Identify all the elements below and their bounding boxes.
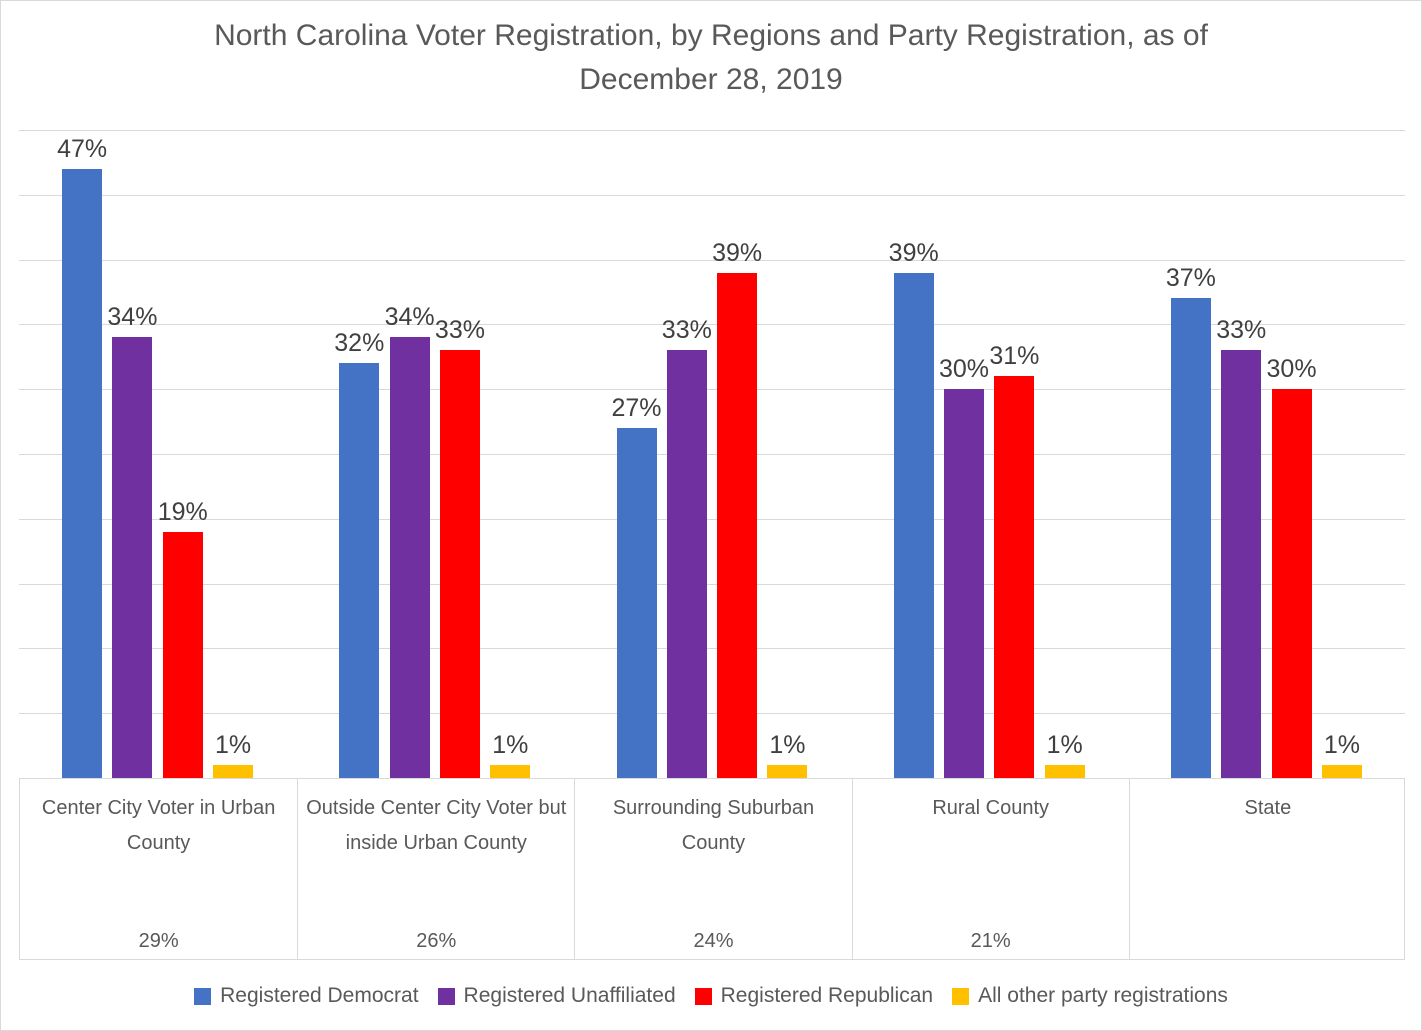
- plot-area: [19, 130, 1405, 778]
- legend: [1, 984, 1421, 1008]
- bar-registered-democrat: [617, 428, 657, 778]
- data-label-registered-democrat: 27%: [611, 394, 662, 423]
- data-label-registered-republican: 30%: [1266, 355, 1317, 384]
- data-label-registered-republican: 39%: [712, 238, 763, 267]
- bar-all-other-party-registrations: [213, 765, 253, 778]
- legend-swatch-icon: [194, 988, 211, 1005]
- data-label-registered-unaffiliated: 34%: [384, 303, 435, 332]
- legend-label: Registered Democrat: [220, 984, 419, 1007]
- category-label: Surrounding Suburban County: [612, 797, 815, 854]
- category-share-label: 24%: [693, 930, 734, 952]
- category-axis: [19, 778, 1405, 960]
- category-label: Outside Center City Voter but inside Urban County: [306, 797, 567, 854]
- bar-registered-unaffiliated: [112, 337, 152, 778]
- category-cell: [20, 779, 297, 959]
- bar-registered-republican: [440, 350, 480, 778]
- bar-registered-unaffiliated: [944, 389, 984, 778]
- gridline-50pct: [19, 130, 1405, 131]
- data-label-registered-democrat: 39%: [888, 238, 939, 267]
- data-label-registered-unaffiliated: 30%: [939, 355, 990, 384]
- data-label-registered-unaffiliated: 34%: [107, 303, 158, 332]
- data-label-all-other-party-registrations: 1%: [769, 731, 806, 760]
- bar-registered-democrat: [1171, 298, 1211, 778]
- bar-registered-unaffiliated: [390, 337, 430, 778]
- data-label-all-other-party-registrations: 1%: [1323, 731, 1360, 760]
- bar-registered-democrat: [894, 273, 934, 778]
- gridline-45pct: [19, 195, 1405, 196]
- bar-registered-unaffiliated: [1221, 350, 1261, 778]
- legend-label: Registered Republican: [720, 984, 934, 1007]
- bar-all-other-party-registrations: [1322, 765, 1362, 778]
- data-label-registered-republican: 19%: [157, 497, 208, 526]
- legend-item: [952, 984, 1228, 1008]
- category-cell: [852, 779, 1129, 959]
- category-share-label: 26%: [416, 930, 457, 952]
- legend-item: [438, 984, 676, 1008]
- data-label-registered-democrat: 37%: [1165, 264, 1216, 293]
- category-share-label: 21%: [970, 930, 1011, 952]
- legend-item: [194, 984, 418, 1008]
- data-label-all-other-party-registrations: 1%: [492, 731, 529, 760]
- legend-label: Registered Unaffiliated: [463, 984, 676, 1007]
- category-label: Rural County: [932, 797, 1050, 819]
- data-label-registered-unaffiliated: 33%: [1216, 316, 1267, 345]
- bar-registered-unaffiliated: [667, 350, 707, 778]
- data-label-all-other-party-registrations: 1%: [1046, 731, 1083, 760]
- bar-registered-republican: [1272, 389, 1312, 778]
- category-cell: [1129, 779, 1406, 959]
- chart-title-line1: North Carolina Voter Registration, by Regions and Party Registration, as of: [214, 19, 1208, 52]
- bar-registered-republican: [994, 376, 1034, 778]
- category-cell: [297, 779, 574, 959]
- data-label-registered-democrat: 32%: [334, 329, 385, 358]
- category-share-label: 29%: [138, 930, 179, 952]
- legend-item: [695, 984, 933, 1008]
- chart-title: [1, 14, 1421, 102]
- legend-swatch-icon: [438, 988, 455, 1005]
- category-label: State: [1244, 797, 1292, 819]
- legend-label: All other party registrations: [978, 984, 1228, 1007]
- legend-swatch-icon: [695, 988, 712, 1005]
- category-label: Center City Voter in Urban County: [41, 797, 276, 854]
- bar-registered-republican: [717, 273, 757, 778]
- bar-all-other-party-registrations: [767, 765, 807, 778]
- data-label-registered-republican: 31%: [989, 342, 1040, 371]
- bar-all-other-party-registrations: [490, 765, 530, 778]
- data-label-registered-democrat: 47%: [57, 134, 108, 163]
- data-label-registered-unaffiliated: 33%: [661, 316, 712, 345]
- data-label-all-other-party-registrations: 1%: [215, 731, 252, 760]
- bar-registered-democrat: [62, 169, 102, 778]
- legend-swatch-icon: [952, 988, 969, 1005]
- bar-all-other-party-registrations: [1045, 765, 1085, 778]
- chart-title-line2: December 28, 2019: [579, 63, 843, 96]
- data-label-registered-republican: 33%: [434, 316, 485, 345]
- bar-registered-democrat: [339, 363, 379, 778]
- category-cell: [574, 779, 851, 959]
